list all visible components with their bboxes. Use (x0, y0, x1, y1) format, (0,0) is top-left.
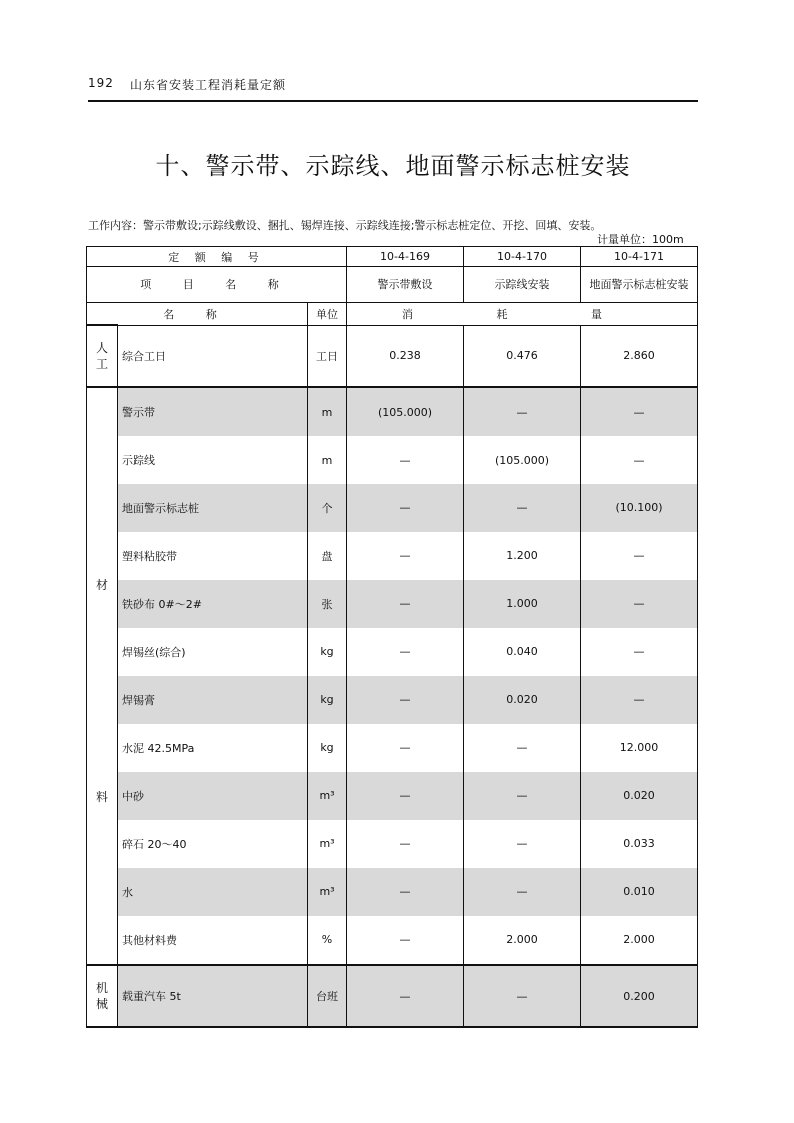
resource-name: 铁砂布 0#～2# (118, 580, 308, 628)
category-labor-label: 人工 (95, 341, 108, 371)
resource-unit: 台班 (308, 965, 347, 1027)
section-title: 十、警示带、示踪线、地面警示标志桩安装 (155, 152, 631, 180)
consumption-value: — (581, 387, 698, 436)
consumption-value: 1.000 (464, 580, 581, 628)
category-materials-bottom: 料 (95, 790, 108, 804)
consumption-value: — (347, 580, 464, 628)
material-row (87, 868, 698, 916)
item-name-cell: 示踪线安装 (464, 267, 581, 303)
column-header-consumption: 消 耗 量 (347, 303, 698, 326)
resource-unit: % (308, 916, 347, 965)
code-cell: 10-4-170 (464, 247, 581, 267)
resource-name: 焊锡丝(综合) (118, 628, 308, 676)
work-content: 工作内容：警示带敷设;示踪线敷设、捆扎、锡焊连接、示踪线连接;警示标志桩定位、开挖、回填、安装。 (88, 219, 602, 232)
column-header-row (87, 303, 698, 326)
resource-name: 水 (118, 868, 308, 916)
consumption-value: 2.000 (464, 916, 581, 965)
item-name-row (87, 267, 698, 303)
resource-unit: kg (308, 724, 347, 772)
resource-name: 示踪线 (118, 436, 308, 484)
consumption-value: — (581, 580, 698, 628)
consumption-value: — (347, 484, 464, 532)
consumption-value: — (581, 532, 698, 580)
resource-unit: m (308, 436, 347, 484)
consumption-value: (105.000) (347, 387, 464, 436)
consumption-value: 0.020 (464, 676, 581, 724)
item-name-cell: 地面警示标志桩安装 (581, 267, 698, 303)
category-materials-label (87, 388, 117, 964)
consumption-value: — (347, 628, 464, 676)
item-name-cell: 警示带敷设 (347, 267, 464, 303)
material-row (87, 580, 698, 628)
material-row (87, 916, 698, 965)
column-header-name: 名 称 (87, 303, 308, 326)
resource-name: 地面警示标志桩 (118, 484, 308, 532)
category-materials (87, 387, 118, 965)
category-machinery (87, 965, 118, 1027)
header-divider (88, 100, 698, 102)
resource-name: 载重汽车 5t (118, 965, 308, 1027)
category-materials-top: 材 (95, 578, 108, 592)
consumption-value: — (347, 772, 464, 820)
consumption-value: — (347, 965, 464, 1027)
consumption-value: 0.040 (464, 628, 581, 676)
consumption-value: — (464, 772, 581, 820)
consumption-value: (10.100) (581, 484, 698, 532)
material-row (87, 772, 698, 820)
resource-name: 其他材料费 (118, 916, 308, 965)
code-cell: 10-4-171 (581, 247, 698, 267)
consumption-value: — (347, 724, 464, 772)
consumption-value: — (464, 820, 581, 868)
book-title: 山东省安装工程消耗量定额 (130, 78, 287, 92)
resource-unit: 个 (308, 484, 347, 532)
category-machinery-label: 机械 (95, 981, 108, 1011)
column-header-unit: 单位 (308, 303, 347, 326)
resource-name: 焊锡膏 (118, 676, 308, 724)
consumption-value: — (347, 868, 464, 916)
material-row (87, 532, 698, 580)
resource-name: 水泥 42.5MPa (118, 724, 308, 772)
resource-name: 警示带 (118, 387, 308, 436)
resource-unit: m³ (308, 772, 347, 820)
item-label: 项 目 名 称 (87, 267, 347, 303)
material-row (87, 724, 698, 772)
measurement-unit-note: 计量单位：100m (597, 233, 684, 246)
running-header (88, 74, 698, 94)
consumption-value: 2.860 (581, 325, 698, 387)
machinery-row (87, 965, 698, 1027)
resource-unit: m³ (308, 820, 347, 868)
consumption-value: (105.000) (464, 436, 581, 484)
code-row (87, 247, 698, 267)
material-row (87, 436, 698, 484)
material-row (87, 820, 698, 868)
resource-unit: kg (308, 628, 347, 676)
consumption-value: — (464, 724, 581, 772)
resource-unit: 工日 (308, 325, 347, 387)
labor-row (87, 325, 698, 387)
resource-unit: kg (308, 676, 347, 724)
consumption-value: 0.200 (581, 965, 698, 1027)
consumption-value: — (581, 436, 698, 484)
consumption-value: 1.200 (464, 532, 581, 580)
material-row (87, 676, 698, 724)
material-row (87, 484, 698, 532)
consumption-value: — (581, 628, 698, 676)
consumption-value: — (464, 868, 581, 916)
resource-name: 中砂 (118, 772, 308, 820)
resource-name: 碎石 20～40 (118, 820, 308, 868)
consumption-value: 0.238 (347, 325, 464, 387)
code-cell: 10-4-169 (347, 247, 464, 267)
resource-unit: m (308, 387, 347, 436)
consumption-value: — (581, 676, 698, 724)
resource-unit: m³ (308, 868, 347, 916)
material-row (87, 628, 698, 676)
consumption-value: — (464, 965, 581, 1027)
consumption-value: 0.476 (464, 325, 581, 387)
consumption-value: 0.020 (581, 772, 698, 820)
code-label: 定 额 编 号 (87, 247, 347, 267)
consumption-value: — (347, 676, 464, 724)
consumption-value: — (347, 820, 464, 868)
consumption-value: — (347, 532, 464, 580)
resource-name: 综合工日 (118, 325, 308, 387)
consumption-value: — (347, 916, 464, 965)
resource-unit: 盘 (308, 532, 347, 580)
resource-name: 塑料粘胶带 (118, 532, 308, 580)
consumption-value: 2.000 (581, 916, 698, 965)
page-number: 192 (88, 76, 114, 90)
resource-unit: 张 (308, 580, 347, 628)
consumption-value: 0.010 (581, 868, 698, 916)
quota-table (86, 246, 698, 1028)
consumption-value: 12.000 (581, 724, 698, 772)
material-row (87, 387, 698, 436)
consumption-value: — (464, 484, 581, 532)
consumption-value: — (464, 387, 581, 436)
consumption-value: 0.033 (581, 820, 698, 868)
category-labor (87, 325, 118, 387)
consumption-value: — (347, 436, 464, 484)
